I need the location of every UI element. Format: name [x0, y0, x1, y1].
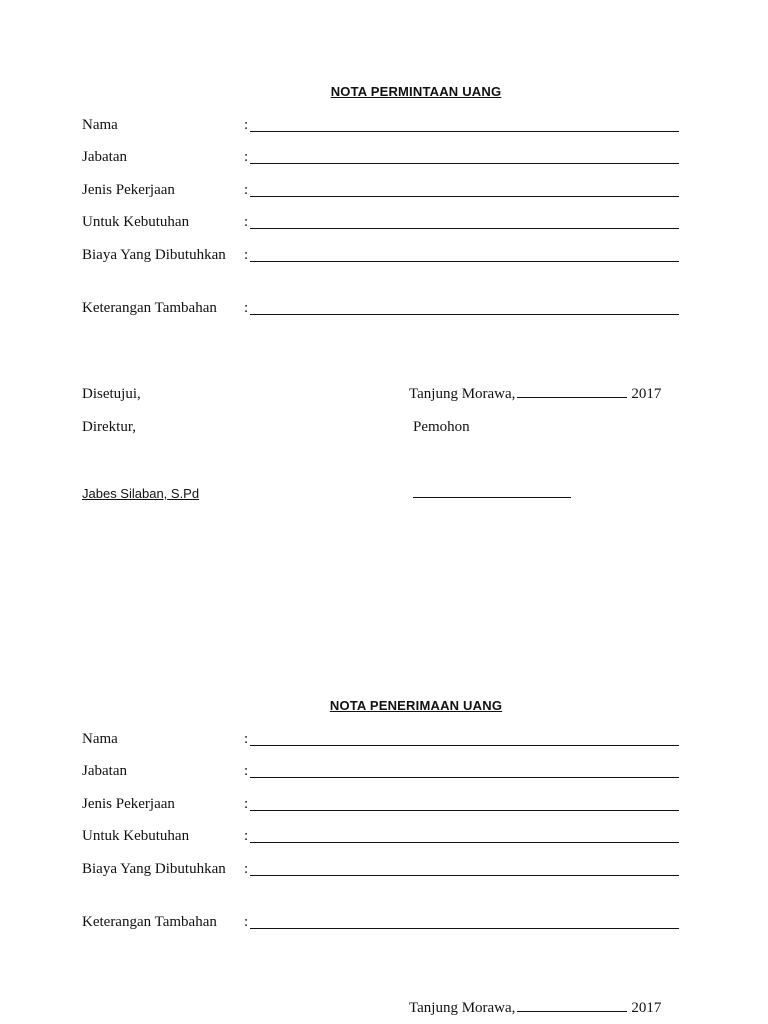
fill-line[interactable]: [250, 777, 679, 778]
field-colon: :: [244, 182, 249, 198]
field-label: Keterangan Tambahan: [82, 914, 217, 930]
fill-line[interactable]: [250, 842, 679, 843]
field-colon: :: [244, 763, 249, 779]
field-colon: :: [244, 149, 249, 165]
fill-line[interactable]: [250, 875, 679, 876]
fill-line[interactable]: [250, 314, 679, 315]
field-label: Jabatan: [82, 763, 127, 779]
fill-line[interactable]: [250, 261, 679, 262]
request-date-line: [409, 385, 661, 403]
fill-line[interactable]: [250, 196, 679, 197]
fill-line[interactable]: [250, 163, 679, 164]
approved-label: Disetujui,: [82, 386, 141, 402]
fill-line[interactable]: [250, 928, 679, 929]
field-colon: :: [244, 214, 249, 230]
field-label: Untuk Kebutuhan: [82, 214, 190, 230]
fill-line[interactable]: [250, 228, 679, 229]
field-label: Jenis Pekerjaan: [82, 796, 175, 812]
field-colon: :: [244, 914, 249, 930]
receipt-date-line: [409, 999, 661, 1017]
applicant-signature-line[interactable]: [413, 497, 571, 498]
director-name: Jabes Silaban, S.Pd: [82, 486, 200, 501]
field-label: Jenis Pekerjaan: [82, 182, 175, 198]
field-label: Biaya Yang Dibutuhkan: [82, 247, 226, 263]
field-label: Jabatan: [82, 149, 127, 165]
field-label: Biaya Yang Dibutuhkan: [82, 861, 226, 877]
date-blank[interactable]: [517, 385, 627, 398]
fill-line[interactable]: [250, 131, 679, 132]
receipt-title: NOTA PENERIMAAN UANG: [329, 698, 503, 713]
field-colon: :: [244, 861, 249, 877]
field-label: Keterangan Tambahan: [82, 300, 217, 316]
fill-line[interactable]: [250, 745, 679, 746]
field-label: Nama: [82, 117, 118, 133]
date-blank[interactable]: [517, 999, 627, 1012]
field-colon: :: [244, 828, 249, 844]
request-title: NOTA PERMINTAAN UANG: [330, 84, 502, 99]
year-label: 2017: [631, 1000, 662, 1016]
fill-line[interactable]: [250, 810, 679, 811]
place-label: Tanjung Morawa,: [409, 1000, 516, 1016]
field-label: Nama: [82, 731, 118, 747]
field-colon: :: [244, 300, 249, 316]
field-label: Untuk Kebutuhan: [82, 828, 190, 844]
field-colon: :: [244, 247, 249, 263]
field-colon: :: [244, 796, 249, 812]
place-label: Tanjung Morawa,: [409, 386, 516, 402]
director-label: Direktur,: [82, 419, 136, 435]
field-colon: :: [244, 117, 249, 133]
year-label: 2017: [631, 386, 662, 402]
applicant-label: Pemohon: [413, 419, 470, 435]
field-colon: :: [244, 731, 249, 747]
